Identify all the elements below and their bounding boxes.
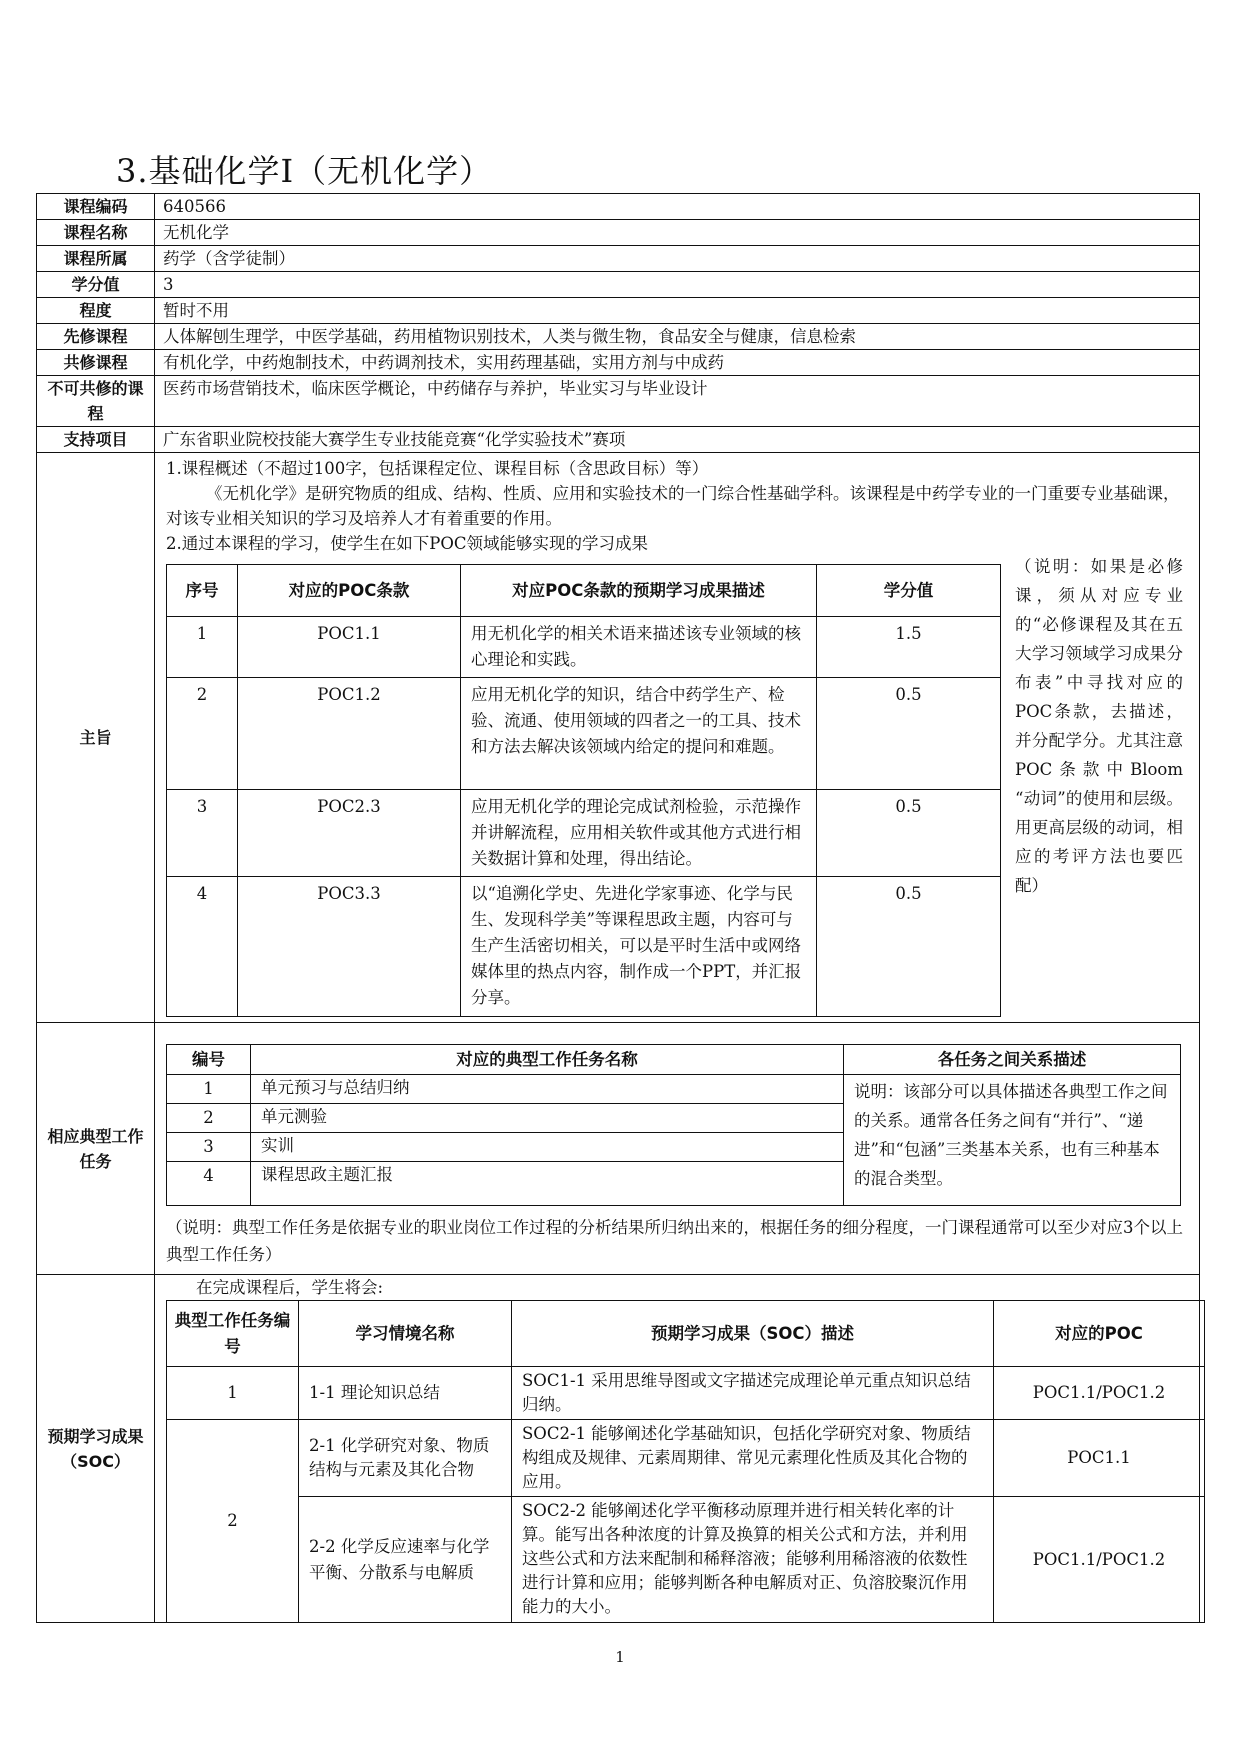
aim-overview-text: 《无机化学》是研究物质的组成、结构、性质、应用和实验技术的一门综合性基础学科。该课程是中药学专业的一门重要专业基础课，对该专业相关知识的学习及培养人才有着重要的作用。 [166, 484, 1180, 528]
table-row [167, 1367, 1205, 1420]
task-name: 单元测验 [251, 1104, 844, 1133]
tasks-header-no: 编号 [167, 1045, 251, 1075]
credit-value: 3 [155, 272, 1200, 298]
document-title: 3.基础化学I（无机化学） [116, 152, 493, 190]
tasks-header-relation: 各任务之间关系描述 [844, 1045, 1181, 1075]
poc-desc: 应用无机化学的理论完成试剂检验，示范操作并讲解流程，应用相关软件或其他方式进行相关数据计算和处理，得出结论。 [461, 790, 817, 877]
table-row [167, 678, 1001, 790]
corequisite-label: 共修课程 [37, 350, 155, 376]
course-name-label: 课程名称 [37, 220, 155, 246]
poc-credit: 0.5 [817, 678, 1001, 790]
row-soc [37, 1275, 1200, 1623]
row-course-name [37, 220, 1200, 246]
course-belong-label: 课程所属 [37, 246, 155, 272]
task-name: 课程思政主题汇报 [251, 1162, 844, 1206]
poc-credit: 0.5 [817, 790, 1001, 877]
page-number: 1 [615, 1648, 625, 1666]
poc-no: 1 [167, 617, 238, 678]
soc-header-scene: 学习情境名称 [299, 1301, 512, 1367]
support-label: 支持项目 [37, 427, 155, 453]
table-row [167, 790, 1001, 877]
poc-desc: 应用无机化学的知识，结合中药学生产、检验、流通、使用领域的四者之一的工具、技术和方法去解决该领域内给定的提问和难题。 [461, 678, 817, 790]
course-name-value: 无机化学 [155, 220, 1200, 246]
poc-desc: 用无机化学的相关术语来描述该专业领域的核心理论和实践。 [461, 617, 817, 678]
soc-task-no: 1 [167, 1367, 299, 1420]
poc-clause: POC1.2 [238, 678, 461, 790]
course-code-label: 课程编码 [37, 194, 155, 220]
level-value: 暂时不用 [155, 298, 1200, 324]
row-non-corequisite [37, 376, 1200, 427]
poc-credit: 0.5 [817, 877, 1001, 1017]
soc-scene: 2-2 化学反应速率与化学平衡、分散系与电解质 [299, 1497, 512, 1623]
aim-overview-heading: 1.课程概述（不超过100字，包括课程定位、课程目标（含思政目标）等） [166, 459, 709, 478]
soc-content [155, 1275, 1200, 1623]
soc-header-desc: 预期学习成果（SOC）描述 [512, 1301, 994, 1367]
row-course-belong [37, 246, 1200, 272]
soc-scene: 1-1 理论知识总结 [299, 1367, 512, 1420]
poc-clause: POC1.1 [238, 617, 461, 678]
soc-desc: SOC1-1 采用思维导图或文字描述完成理论单元重点知识总结归纳。 [512, 1367, 994, 1420]
row-course-code [37, 194, 1200, 220]
soc-poc: POC1.1/POC1.2 [994, 1367, 1205, 1420]
tasks-relation: 说明：该部分可以具体描述各典型工作之间的关系。通常各任务之间有“并行”、“递进”和“包涵”三类基本关系，也有三种基本的混合类型。 [844, 1075, 1181, 1206]
poc-header-credit: 学分值 [817, 565, 1001, 617]
task-name: 单元预习与总结归纳 [251, 1075, 844, 1104]
task-no: 1 [167, 1075, 251, 1104]
poc-header-no: 序号 [167, 565, 238, 617]
row-aim [37, 453, 1200, 1023]
table-row [167, 877, 1001, 1017]
row-tasks [37, 1023, 1200, 1275]
aim-note: （说明：如果是必修课，须从对应专业的“必修课程及其在五大学习领域学习成果分布表”中寻找对应的POC条款，去描述，并分配学分。尤其注意POC条款中Bloom “动词”的使用和层级。用更高层级的动词，相应的考评方法也要匹配） [1015, 557, 1183, 895]
soc-header-poc: 对应的POC [994, 1301, 1205, 1367]
course-info-table [36, 193, 1200, 1623]
soc-desc: SOC2-1 能够阐述化学基础知识，包括化学研究对象、物质结构组成及规律、元素周期律、常见元素理化性质及其化合物的应用。 [512, 1420, 994, 1497]
tasks-note: （说明：典型工作任务是依据专业的职业岗位工作过程的分析结果所归纳出来的，根据任务的细分程度，一门课程通常可以至少对应3个以上典型工作任务） [166, 1218, 1183, 1264]
corequisite-value: 有机化学，中药炮制技术，中药调剂技术，实用药理基础，实用方剂与中成药 [155, 350, 1200, 376]
aim-poc-heading: 2.通过本课程的学习，使学生在如下POC领域能够实现的学习成果 [166, 534, 648, 553]
soc-label: 预期学习成果（SOC） [37, 1275, 155, 1623]
aim-content [155, 453, 1200, 1023]
credit-label: 学分值 [37, 272, 155, 298]
non-corequisite-value: 医药市场营销技术，临床医学概论，中药储存与养护，毕业实习与毕业设计 [155, 376, 1200, 427]
non-corequisite-label: 不可共修的课程 [37, 376, 155, 427]
row-support [37, 427, 1200, 453]
poc-no: 3 [167, 790, 238, 877]
table-row [167, 1497, 1205, 1623]
poc-desc: 以“追溯化学史、先进化学家事迹、化学与民生、发现科学美”等课程思政主题，内容可与生产生活密切相关，可以是平时生活中或网络媒体里的热点内容，制作成一个PPT，并汇报分享。 [461, 877, 817, 1017]
poc-header-desc: 对应POC条款的预期学习成果描述 [461, 565, 817, 617]
row-level [37, 298, 1200, 324]
poc-clause: POC2.3 [238, 790, 461, 877]
tasks-header-name: 对应的典型工作任务名称 [251, 1045, 844, 1075]
poc-credit: 1.5 [817, 617, 1001, 678]
prerequisite-value: 人体解刨生理学，中医学基础，药用植物识别技术，人类与微生物，食品安全与健康，信息检索 [155, 324, 1200, 350]
poc-no: 4 [167, 877, 238, 1017]
tasks-content [155, 1023, 1200, 1275]
tasks-label: 相应典型工作任务 [37, 1023, 155, 1275]
table-row [167, 617, 1001, 678]
poc-header-clause: 对应的POC条款 [238, 565, 461, 617]
soc-header-task: 典型工作任务编号 [167, 1301, 299, 1367]
row-credit [37, 272, 1200, 298]
table-row [167, 1075, 1181, 1104]
task-no: 4 [167, 1162, 251, 1206]
prerequisite-label: 先修课程 [37, 324, 155, 350]
task-no: 3 [167, 1133, 251, 1162]
support-value: 广东省职业院校技能大赛学生专业技能竞赛“化学实验技术”赛项 [155, 427, 1200, 453]
level-label: 程度 [37, 298, 155, 324]
soc-desc: SOC2-2 能够阐述化学平衡移动原理并进行相关转化率的计算。能写出各种浓度的计算及换算的相关公式和方法，并利用这些公式和方法来配制和稀释溶液；能够利用稀溶液的依数性进行计算和应用；能够判断各种电解质对正、负溶胶聚沉作用能力的大小。 [512, 1497, 994, 1623]
soc-table [166, 1300, 1205, 1623]
course-code-value: 640566 [155, 194, 1200, 220]
table-row [167, 1420, 1205, 1497]
soc-intro: 在完成课程后，学生将会: [196, 1278, 384, 1297]
course-belong-value: 药学（含学徒制） [155, 246, 1200, 272]
soc-scene: 2-1 化学研究对象、物质结构与元素及其化合物 [299, 1420, 512, 1497]
poc-table [166, 564, 1001, 1017]
soc-task-no: 2 [167, 1420, 299, 1623]
task-no: 2 [167, 1104, 251, 1133]
row-corequisite [37, 350, 1200, 376]
task-name: 实训 [251, 1133, 844, 1162]
tasks-table [166, 1044, 1181, 1206]
soc-poc: POC1.1/POC1.2 [994, 1497, 1205, 1623]
aim-label: 主旨 [37, 453, 155, 1023]
row-prerequisite [37, 324, 1200, 350]
poc-no: 2 [167, 678, 238, 790]
poc-clause: POC3.3 [238, 877, 461, 1017]
soc-poc: POC1.1 [994, 1420, 1205, 1497]
